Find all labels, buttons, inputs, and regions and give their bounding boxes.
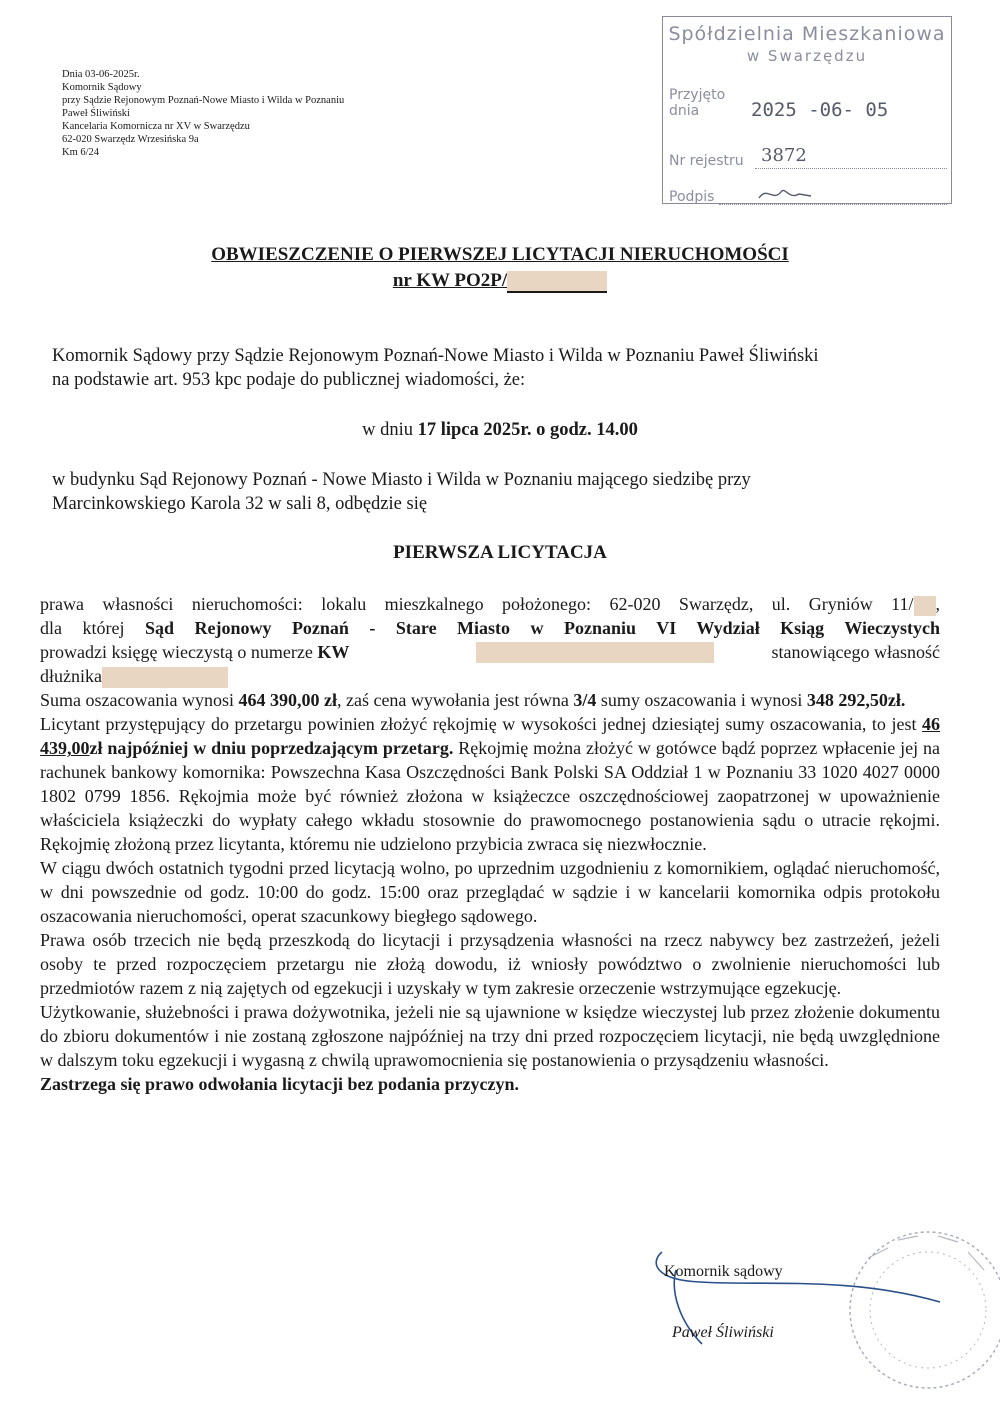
title-line1: OBWIESZCZENIE O PIERWSZEJ LICYTACJI NIERUCHOMOŚCI <box>211 244 789 265</box>
page-title <box>0 244 1000 266</box>
stamp-register-dots <box>755 167 947 169</box>
stamp-signature-dots <box>719 203 947 205</box>
venue-line2: Marcinkowskiego Karola 32 w sali 8, odbędzie się <box>52 494 428 514</box>
intro-line2: na podstawie art. 953 kpc podaje do publicznej wiadomości, że: <box>52 370 526 390</box>
valuation-sum: 464 390,00 zł <box>238 690 337 711</box>
redaction-apartment-number <box>914 596 936 616</box>
notice-body <box>40 592 940 1096</box>
court-name: Sąd Rejonowy Poznań - Stare Miasto w Poznaniu VI Wydział Ksiąg Wieczystych <box>144 618 940 638</box>
inspection-paragraph: W ciągu dwóch ostatnich tygodni przed licytacją wolno, po uprzednim uzgodnieniu z komornikiem, oglądać nieruchomość, w dni powszednie od godz. 10:00 do godz. 15:00 oraz przeglądać w sądzie i w kancelarii komornika odpis protokołu oszacowania nieruchomości, operat szacunkowy biegłego sądowego. <box>40 858 940 927</box>
deposit-paragraph: Licytant przystępujący do przetargu powinien złożyć rękojmię w wysokości jednej dziesiątej sumy oszacowania, to jest 46 439,00zł najpóźniej w dniu poprzedzającym przetarg. Rękojmię można złożyć w gotówce bądź poprzez wpłacenie jej na rachunek bankowy komornika: Powszechna Kasa Oszczędności Bank Polski SA Oddział 1 w Poznaniu 33 1020 4027 0000 1802 0799 1856. Rękojmia może być również złożona w książeczce oszczędnościowej zaopatrzonej w upoważnienie właściciela książeczki do wypłaty całego wkładu stosownie do prawomocnego postanowienia sądu o utracie rękojmi. Rękojmię złożoną przez licytanta, któremu nie udzielono przybicia zwraca się niezwłocznie. <box>40 714 941 855</box>
property-line1: prawa własności nieruchomości: lokalu mieszkalnego położonego: 62-020 Swarzędz, ul. Gryniów 11/ , <box>40 594 940 614</box>
sender-office: Kancelaria Komornicza nr XV w Swarzędzu <box>62 121 250 132</box>
starting-price: 348 292,50zł. <box>806 690 906 711</box>
stamp-signature-scribble <box>755 182 815 204</box>
signature-name: Paweł Śliwiński <box>672 1324 774 1341</box>
signature-role: Komornik sądowy <box>664 1263 783 1280</box>
received-stamp <box>662 16 952 204</box>
redaction-kw-title <box>507 271 607 293</box>
property-line2: dla której Sąd Rejonowy Poznań - Stare Miasto w Poznaniu VI Wydział Ksiąg Wieczystych <box>40 618 940 638</box>
stamp-received-label2: dnia <box>669 103 700 119</box>
sender-title: Komornik Sądowy <box>62 82 142 93</box>
valuation-paragraph: Suma oszacowania wynosi 464 390,00 zł, zaś cena wywołania jest równa 3/4 sumy oszacowania i wynosi 348 292,50zł. <box>40 690 906 711</box>
stamp-org-line1: Spółdzielnia Mieszkaniowa <box>668 23 946 45</box>
ownership-label: stanowiącego własność <box>771 642 940 662</box>
redaction-kw-number <box>476 642 714 663</box>
redaction-debtor <box>102 667 228 688</box>
property-line3: prowadzi księgę wieczystą o numerze KW stanowiącego własność <box>40 642 940 662</box>
stamp-received-label1: Przyjęto <box>669 87 726 103</box>
auction-heading: PIERWSZA LICYTACJA <box>393 542 607 563</box>
deposit-amount: 46 439,00 <box>40 714 940 759</box>
stamp-register-label: Nr rejestru <box>669 153 744 169</box>
sender-case-number: Km 6/24 <box>62 147 100 158</box>
reservation-note: Zastrzega się prawo odwołania licytacji bez podania przyczyn. <box>40 1074 519 1095</box>
third-party-rights-paragraph: Prawa osób trzecich nie będą przeszkodą do licytacji i przysądzenia własności na rzecz nabywcy bez zastrzeżeń, jeżeli osoby te przed rozpoczęciem przetargu nie złożą dowodu, iż wniosły powództwo o zwolnienie nieruchomości lub przedmiotów razem z nią zajętych od egzekucji i uzyskały w tym zakresie orzeczenie wstrzymujące egzekucję. <box>40 930 940 999</box>
easements-paragraph: Użytkowanie, służebności i prawa dożywotnika, jeżeli nie są ujawnione w księdze wieczystej lub przez złożenie dokumentu do zbioru dokumentów i nie zostaną zgłoszone najpóźniej na trzy dni przed rozpoczęciem licytacji, nie będą uwzględnione w dalszym toku egzekucji i wygasną z chwilą uprawomocnienia się postanowienia o przysądzeniu własności. <box>40 1002 940 1071</box>
intro-line1: Komornik Sądowy przy Sądzie Rejonowym Poznań-Nowe Miasto i Wilda w Poznaniu Paweł Śliwiński <box>52 346 819 366</box>
stamp-received-date: 2025 -06- 05 <box>751 99 889 121</box>
auction-date-line <box>0 420 1000 441</box>
intro-paragraph <box>52 344 952 392</box>
stamp-signature-label: Podpis <box>669 189 715 205</box>
stamp-register-value: 3872 <box>761 145 807 166</box>
stamp-org-line2: w Swarzędzu <box>746 47 868 65</box>
title-line2: nr KW PO2P/ <box>392 270 508 291</box>
sender-name: Paweł Śliwiński <box>62 108 130 119</box>
venue-paragraph <box>52 468 952 516</box>
date-prefix: w dniu <box>362 420 418 440</box>
property-line4: dłużnika <box>40 664 940 688</box>
sender-address: 62-020 Swarzędz Wrzesińska 9a <box>62 134 199 145</box>
auction-date: 17 lipca 2025r. o godz. 14.00 <box>417 420 638 440</box>
sender-date: Dnia 03-06-2025r. <box>62 69 140 80</box>
sender-court: przy Sądzie Rejonowym Poznań-Nowe Miasto i Wilda w Poznaniu <box>62 95 345 106</box>
venue-line1: w budynku Sąd Rejonowy Poznań - Nowe Miasto i Wilda w Poznaniu mającego siedzibę przy <box>52 470 751 490</box>
sender-block <box>62 68 422 159</box>
title-kw-line <box>0 270 1000 293</box>
valuation-fraction: 3/4 <box>573 690 597 711</box>
deposit-deadline: zł najpóźniej w dniu poprzedzającym przetarg. <box>89 738 454 759</box>
